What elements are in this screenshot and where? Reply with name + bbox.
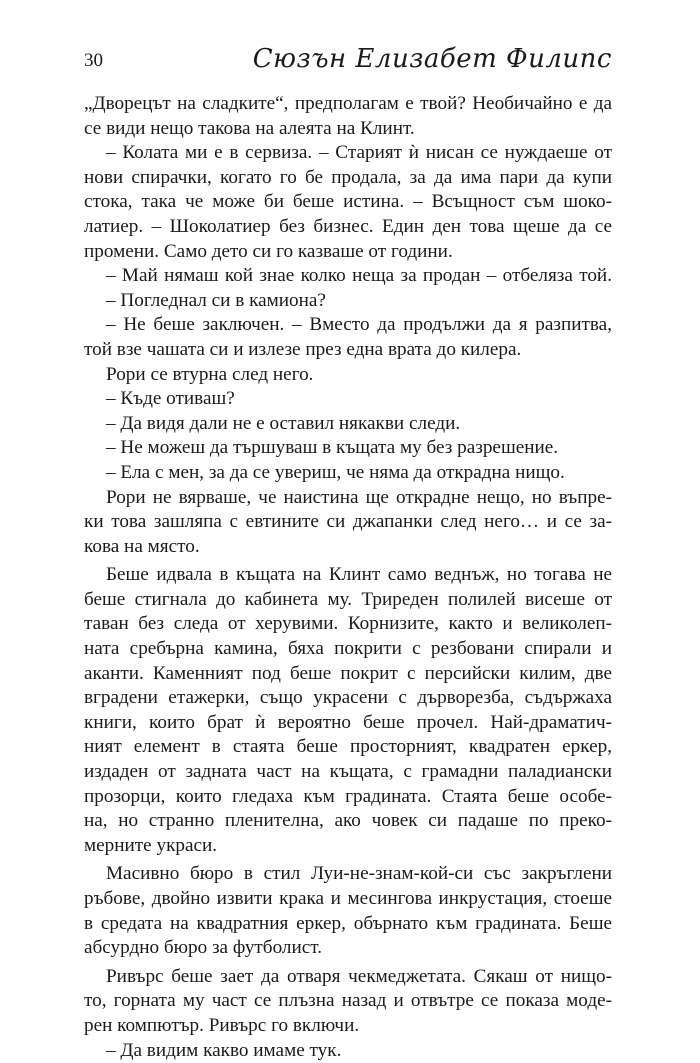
text-line: на, но странно пленителна, ако човек си падаше по преко- xyxy=(84,810,612,832)
text-line: беше стигнала до кабинета му. Триреден полилей висеше от xyxy=(84,588,612,610)
text-line: – Май нямаш кой знае колко неща за продан – отбеляза той. xyxy=(106,265,612,287)
text-line: то, горната му част се плъзна назад и отвътре се показа моде- xyxy=(84,990,612,1012)
text-line: ръбове, двойно извити крака и месингова инкрустация, стоеше xyxy=(84,888,612,909)
text-line: книги, които брат ѝ вероятно беше прочел. Най-драматич- xyxy=(84,711,612,733)
text-line: ният елемент в стаята беше просторният, квадратен еркер, xyxy=(84,736,612,758)
text-line: Рори не вярваше, че наистина ще открадне нещо, но въпре- xyxy=(106,486,612,508)
page-number: 30 xyxy=(84,50,103,71)
text-line: издаден от задната част на къщата, с грамадни паладиански xyxy=(84,761,612,783)
text-line: – Да видя дали не е оставил някакви следи. xyxy=(106,412,461,434)
text-line: Беше идвала в къщата на Клинт само веднъж, но тогава не xyxy=(106,564,612,586)
text-line: ната сребърна камина, бяха покрити с резбовани спирали и xyxy=(84,638,612,660)
text-line: – Да видим какво имаме тук. xyxy=(106,1039,342,1061)
text-line: кова на място. xyxy=(84,535,200,557)
text-line: вградени етажерки, също украсени с дърворезба, съдържаха xyxy=(84,687,612,709)
text-line: той взе чашата си и излезе през една врата до килера. xyxy=(84,338,522,360)
text-line: ки това зашляпа с евтините си джапанки след него… и се за- xyxy=(84,511,612,533)
text-line: прозорци, които гледаха към градината. Стаята беше особе- xyxy=(84,785,612,807)
text-line: стока, така че може би беше истина. – Всъщност съм шоко- xyxy=(84,191,612,213)
text-line: в средата на квадратния еркер, обърнато към градината. Беше xyxy=(84,912,612,934)
text-line: „Дворецът на сладките“, предполагам е твой? Необичайно е да xyxy=(84,93,612,114)
text-line: латиер. – Шоколатиер без бизнес. Един ден това щеше да се xyxy=(84,215,612,237)
text-line: нови спирачки, когато го бе продала, за да има пари да купи xyxy=(84,166,612,188)
body-text xyxy=(84,92,612,1063)
text-line: промени. Само дето си го казваше от години. xyxy=(84,240,453,262)
text-line: рен компютър. Ривърс го включи. xyxy=(84,1014,360,1036)
text-line: Ривърс беше зает да отваря чекмеджетата. Сякаш от нищо- xyxy=(106,965,612,987)
text-line: – Не можеш да тършуваш в къщата му без разрешение. xyxy=(106,437,559,459)
text-line: абсурдно бюро за футболист. xyxy=(84,937,323,959)
page-header xyxy=(84,44,612,78)
text-line: Масивно бюро в стил Луи-не-знам-кой-си със закръглени xyxy=(106,863,612,885)
text-line: – Ела с мен, за да се увериш, че няма да открадна нищо. xyxy=(106,461,565,483)
text-line: – Погледнал си в камиона? xyxy=(106,289,326,311)
text-line: таван без следа от херувими. Корнизите, както и великолеп- xyxy=(84,613,612,635)
text-line: – Колата ми е в сервиза. – Старият ѝ нисан се нуждаеше от xyxy=(106,142,612,164)
running-title: Сюзън Елизабет Филипс xyxy=(252,44,612,74)
text-line: аканти. Каменният под беше покрит с персийски килим, две xyxy=(84,662,612,684)
text-line: – Не беше заключен. – Вместо да продължи да я разпитва, xyxy=(106,314,612,336)
text-line: – Къде отиваш? xyxy=(106,388,235,410)
text-line: се види нещо такова на алеята на Клинт. xyxy=(84,117,415,139)
text-line: Рори се втурна след него. xyxy=(106,363,314,385)
text-line: мерните украси. xyxy=(84,834,218,856)
